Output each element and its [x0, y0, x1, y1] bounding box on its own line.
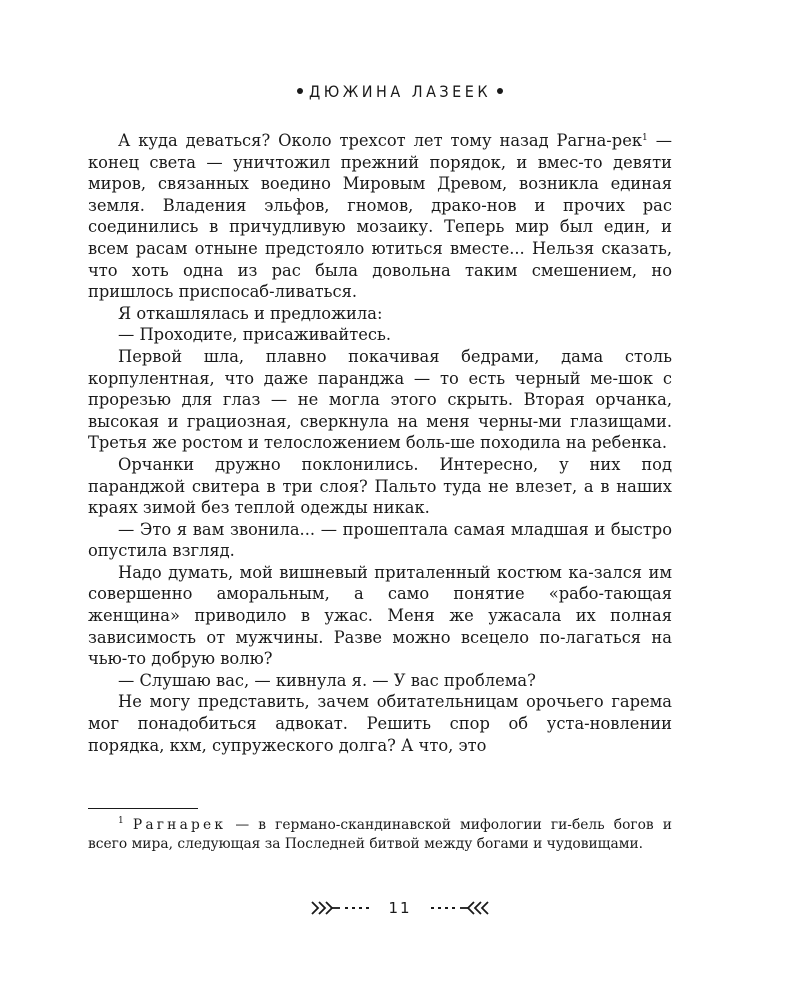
- running-head: [0, 82, 800, 101]
- arrow-ornament-left-icon: [310, 900, 380, 916]
- dialogue-line: — Слушаю вас, — кивнула я. — У вас проблема?: [118, 670, 536, 690]
- paragraph: А куда деваться? Около трехсот лет тому назад Рагна-рек$^1$ — конец света — уничтожил прежний порядок, и вмес-то девяти миров, связанных воедино Мировым Древом, возникла единая земля. Владения эльфов, гномов, драко-нов и прочих рас соединились в причудливую мозаику. Теперь мир был един, и всем расам отныне предстояло ютиться вместе... Нельзя сказать, что хоть одна из рас была довольна таким смешением, но пришлось приспосаб-ливаться.: [88, 131, 672, 302]
- bullet-dot-icon: [497, 88, 503, 94]
- bullet-dot-icon: [297, 88, 303, 94]
- paragraph: Я откашлялась и предложила:: [118, 303, 383, 323]
- book-title: ДЮЖИНА ЛАЗЕЕК: [308, 82, 492, 101]
- page-number: 11: [388, 899, 412, 917]
- paragraph: Надо думать, мой вишневый приталенный костюм ка-зался им совершенно аморальным, а само понятие «рабо-тающая женщина» приводило в ужас. Меня же ужасала их полная зависимость от мужчины. Разве можно всецело по-лагаться на чью-то добрую волю?: [88, 562, 672, 669]
- page-folio: [0, 896, 800, 920]
- footnote-divider: [88, 808, 198, 809]
- footnote-marker: 1: [118, 816, 124, 826]
- paragraph: Орчанки дружно поклонились. Интересно, у них под паранджой свитера в три слоя? Пальто туда не влезет, а в наших краях зимой без теплой одежды никак.: [88, 454, 672, 518]
- arrow-ornament-right-icon: [420, 900, 490, 916]
- footnote-reference[interactable]: 1: [642, 133, 648, 143]
- dialogue-line: — Проходите, присаживайтесь.: [118, 325, 392, 345]
- footnote: [88, 816, 672, 854]
- paragraph: Первой шла, плавно покачивая бедрами, дама столь корпулентная, что даже паранджа — то есть черный ме-шок с прорезью для глаз — не могла этого скрыть. Вторая орчанка, высокая и грациозная, сверкнула на меня черны-ми глазищами. Третья же ростом и телосложением боль-ше походила на ребенка.: [88, 346, 672, 453]
- paragraph: Не могу представить, зачем обитательницам орочьего гарема мог понадобиться адвокат. Решить спор об уста-новлении порядка, кхм, супружеского долга? А что, это: [88, 692, 672, 755]
- body-text: [88, 130, 672, 756]
- footnote-term: Рагнарек: [132, 817, 227, 833]
- footnote-text: $^1$ Рагнарек — в германо-скандинавской мифологии ги-бель богов и всего мира, следующая за Последней битвой между богами и чудовищами.: [88, 816, 672, 852]
- dialogue-line: — Это я вам звонила... — прошептала самая младшая и быстро опустила взгляд.: [88, 519, 672, 561]
